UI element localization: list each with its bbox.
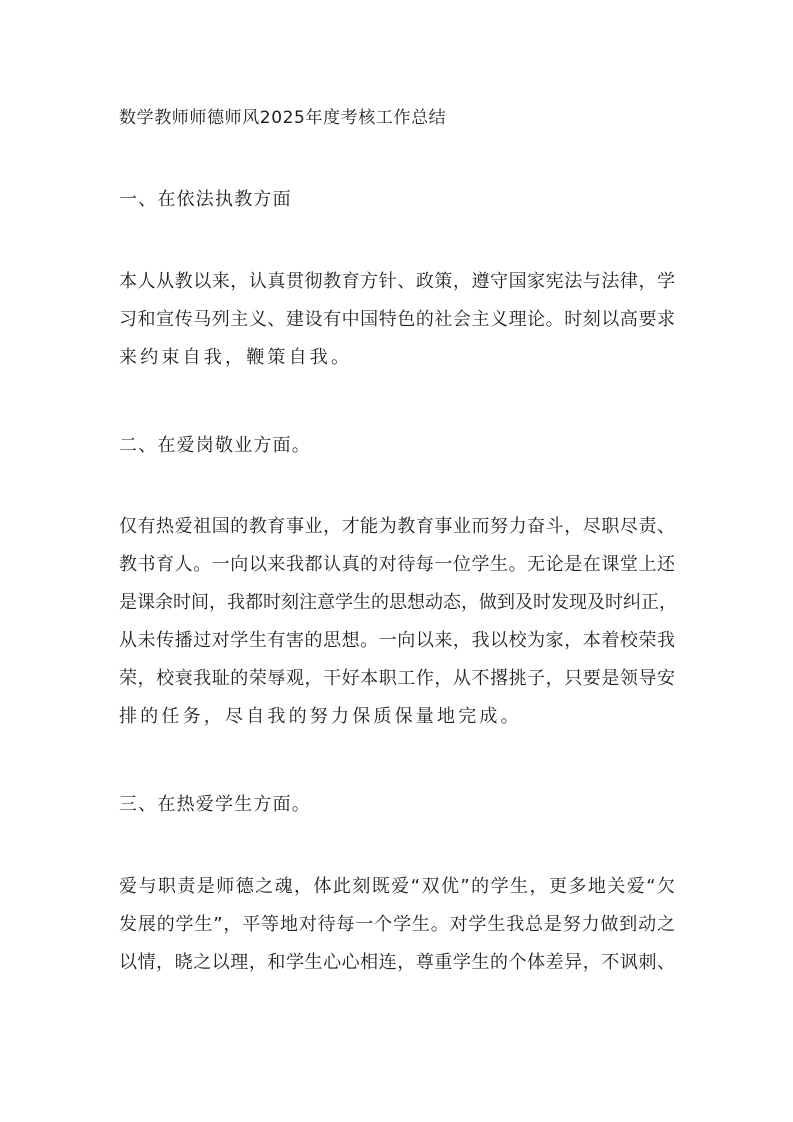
section-2-line-5: 荣，校衰我耻的荣辱观，干好本职工作，从不撂挑子，只要是领导安 (119, 668, 675, 689)
section-2-line-1: 仅有热爱祖国的教育事业，才能为教育事业而努力奋斗，尽职尽责、 (119, 516, 675, 537)
section-3-line-2: 发展的学生”，平等地对待每一个学生。对学生我总是努力做到动之 (119, 914, 675, 935)
section-2-line-3: 是课余时间，我都时刻注意学生的思想动态，做到及时发现及时纠正， (119, 592, 677, 613)
section-1-line-1: 本人从教以来，认真贯彻教育方针、政策，遵守国家宪法与法律，学 (119, 271, 675, 292)
section-2-line-6: 排的任务，尽自我的努力保质保量地完成。 (119, 706, 522, 727)
section-3-line-3: 以情，晓之以理，和学生心心相连，尊重学生的个体差异，不讽刺、 (119, 952, 675, 973)
section-1-line-3: 来约束自我，鞭策自我。 (119, 347, 353, 368)
section-2-line-4: 从未传播过对学生有害的思想。一向以来，我以校为家，本着校荣我 (119, 630, 675, 651)
document-title: 数学教师师德师风2025年度考核工作总结 (119, 108, 447, 128)
section-1-heading: 一、在依法执教方面 (119, 189, 292, 210)
section-2-heading: 二、在爱岗敬业方面。 (119, 435, 311, 456)
section-3-heading: 三、在热爱学生方面。 (119, 794, 311, 815)
section-1-line-2: 习和宣传马列主义、建设有中国特色的社会主义理论。时刻以高要求 (119, 309, 675, 330)
section-3-line-1: 爱与职责是师德之魂，体此刻既爱“双优”的学生，更多地关爱“欠 (119, 876, 675, 897)
section-2-line-2: 教书育人。一向以来我都认真的对待每一位学生。无论是在课堂上还 (119, 554, 675, 575)
